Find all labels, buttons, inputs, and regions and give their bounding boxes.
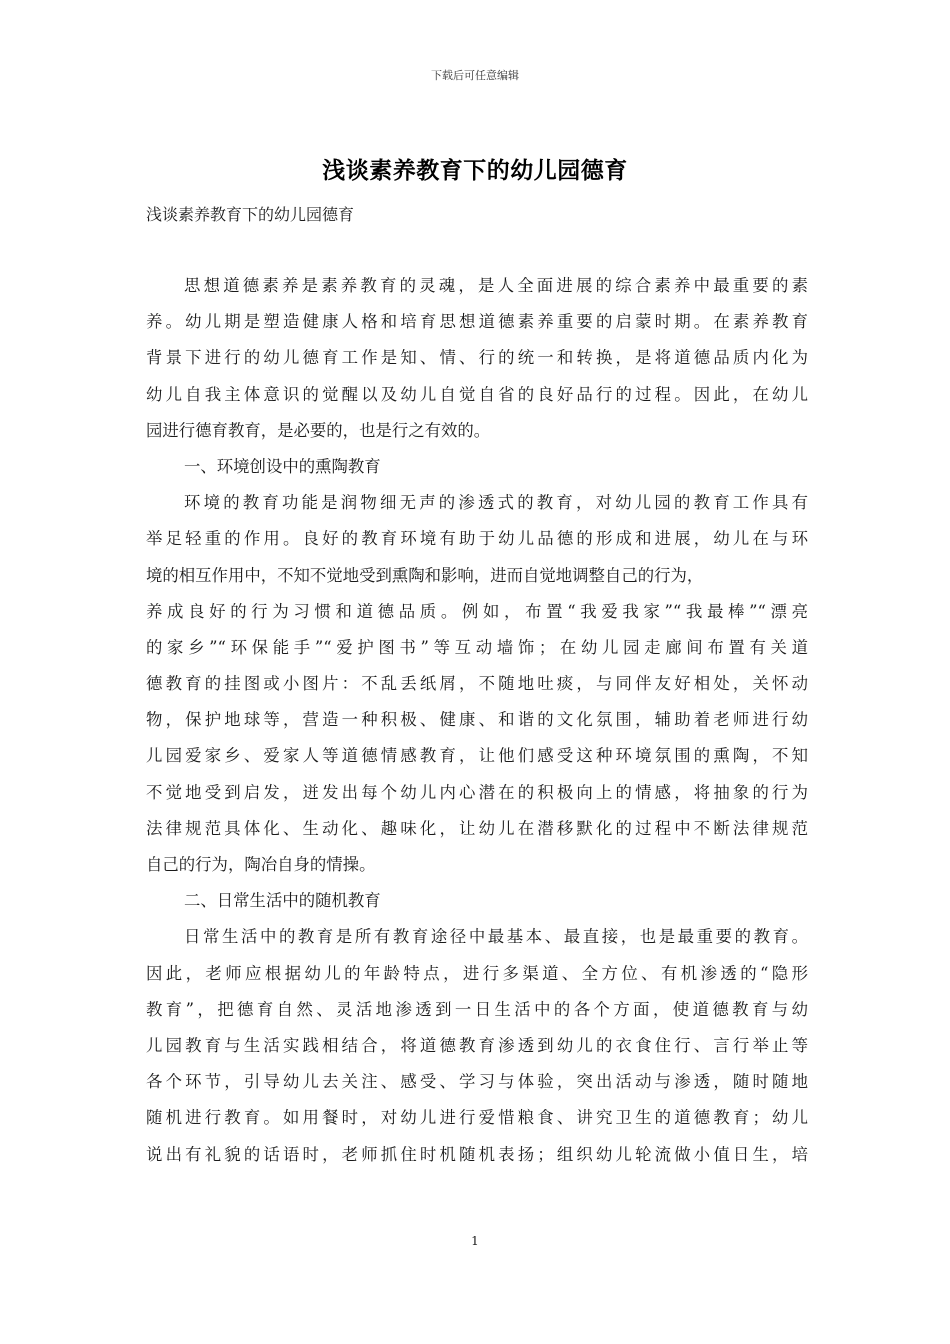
paragraph-line: 环境的教育功能是润物细无声的渗透式的教育，对幼儿园的教育工作具有 <box>184 493 808 513</box>
document-subtitle: 浅谈素养教育下的幼儿园德育 <box>146 205 355 224</box>
paragraph-line: 教育”，把德育自然、灵活地渗透到一日生活中的各个方面，使道德教育与幼 <box>146 999 808 1019</box>
paragraph-line: 法律规范具体化、生动化、趣味化，让幼儿在潜移默化的过程中不断法律规范 <box>146 818 808 838</box>
paragraph-line: 思想道德素养是素养教育的灵魂，是人全面进展的综合素养中最重要的素 <box>184 276 808 295</box>
document-body <box>146 268 808 1173</box>
paragraph-line: 物，保护地球等，营造一种积极、健康、和谐的文化氛围，辅助着老师进行幼 <box>146 710 808 730</box>
paragraph-line: 举足轻重的作用。良好的教育环境有助于幼儿品德的形成和进展，幼儿在与环 <box>146 529 808 549</box>
paragraph-line: 儿园爱家乡、爱家人等道德情感教育，让他们感受这种环境氛围的熏陶，不知 <box>146 746 808 766</box>
paragraph-line: 随机进行教育。如用餐时，对幼儿进行爱惜粮食、讲究卫生的道德教育；幼儿 <box>146 1108 808 1128</box>
paragraph-line: 的家乡”“环保能手”“爱护图书”等互动墙饰；在幼儿园走廊间布置有关道 <box>146 637 808 657</box>
section-heading: 一、环境创设中的熏陶教育 <box>184 456 381 476</box>
paragraph-line: 日常生活中的教育是所有教育途径中最基本、最直接，也是最重要的教育。 <box>184 927 808 947</box>
section-heading: 二、日常生活中的随机教育 <box>184 891 381 911</box>
paragraph-line: 自己的行为，陶冶自身的情操。 <box>146 855 376 874</box>
paragraph-line: 各个环节，引导幼儿去关注、感受、学习与体验，突出活动与渗透，随时随地 <box>146 1072 808 1092</box>
paragraph-line: 说出有礼貌的话语时，老师抓住时机随机表扬；组织幼儿轮流做小值日生，培 <box>146 1144 808 1164</box>
header-note: 下载后可任意编辑 <box>431 69 519 82</box>
paragraph-line: 不觉地受到启发，迸发出每个幼儿内心潜在的积极向上的情感，将抽象的行为 <box>146 782 808 802</box>
page-number: 1 <box>471 1234 479 1248</box>
paragraph-line: 境的相互作用中，不知不觉地受到熏陶和影响，进而自觉地调整自己的行为， <box>146 565 704 585</box>
paragraph-line: 德教育的挂图或小图片：不乱丢纸屑，不随地吐痰，与同伴友好相处，关怀动 <box>146 674 808 694</box>
paragraph-line: 养成良好的行为习惯和道德品质。例如，布置“我爱我家”“我最棒”“漂亮 <box>146 601 808 621</box>
paragraph-line: 因此，老师应根据幼儿的年龄特点，进行多渠道、全方位、有机渗透的“隐形 <box>146 963 808 983</box>
paragraph-line: 背景下进行的幼儿德育工作是知、情、行的统一和转换，是将道德品质内化为 <box>146 348 808 368</box>
paragraph-line: 园进行德育教育，是必要的，也是行之有效的。 <box>146 420 491 440</box>
paragraph-line: 儿园教育与生活实践相结合，将道德教育渗透到幼儿的衣食住行、言行举止等 <box>146 1035 808 1055</box>
paragraph-line: 幼儿自我主体意识的觉醒以及幼儿自觉自省的良好品行的过程。因此，在幼儿 <box>146 384 808 404</box>
document-title: 浅谈素养教育下的幼儿园德育 <box>322 157 628 184</box>
paragraph-line: 养。幼儿期是塑造健康人格和培育思想道德素养重要的启蒙时期。在素养教育 <box>146 312 808 332</box>
